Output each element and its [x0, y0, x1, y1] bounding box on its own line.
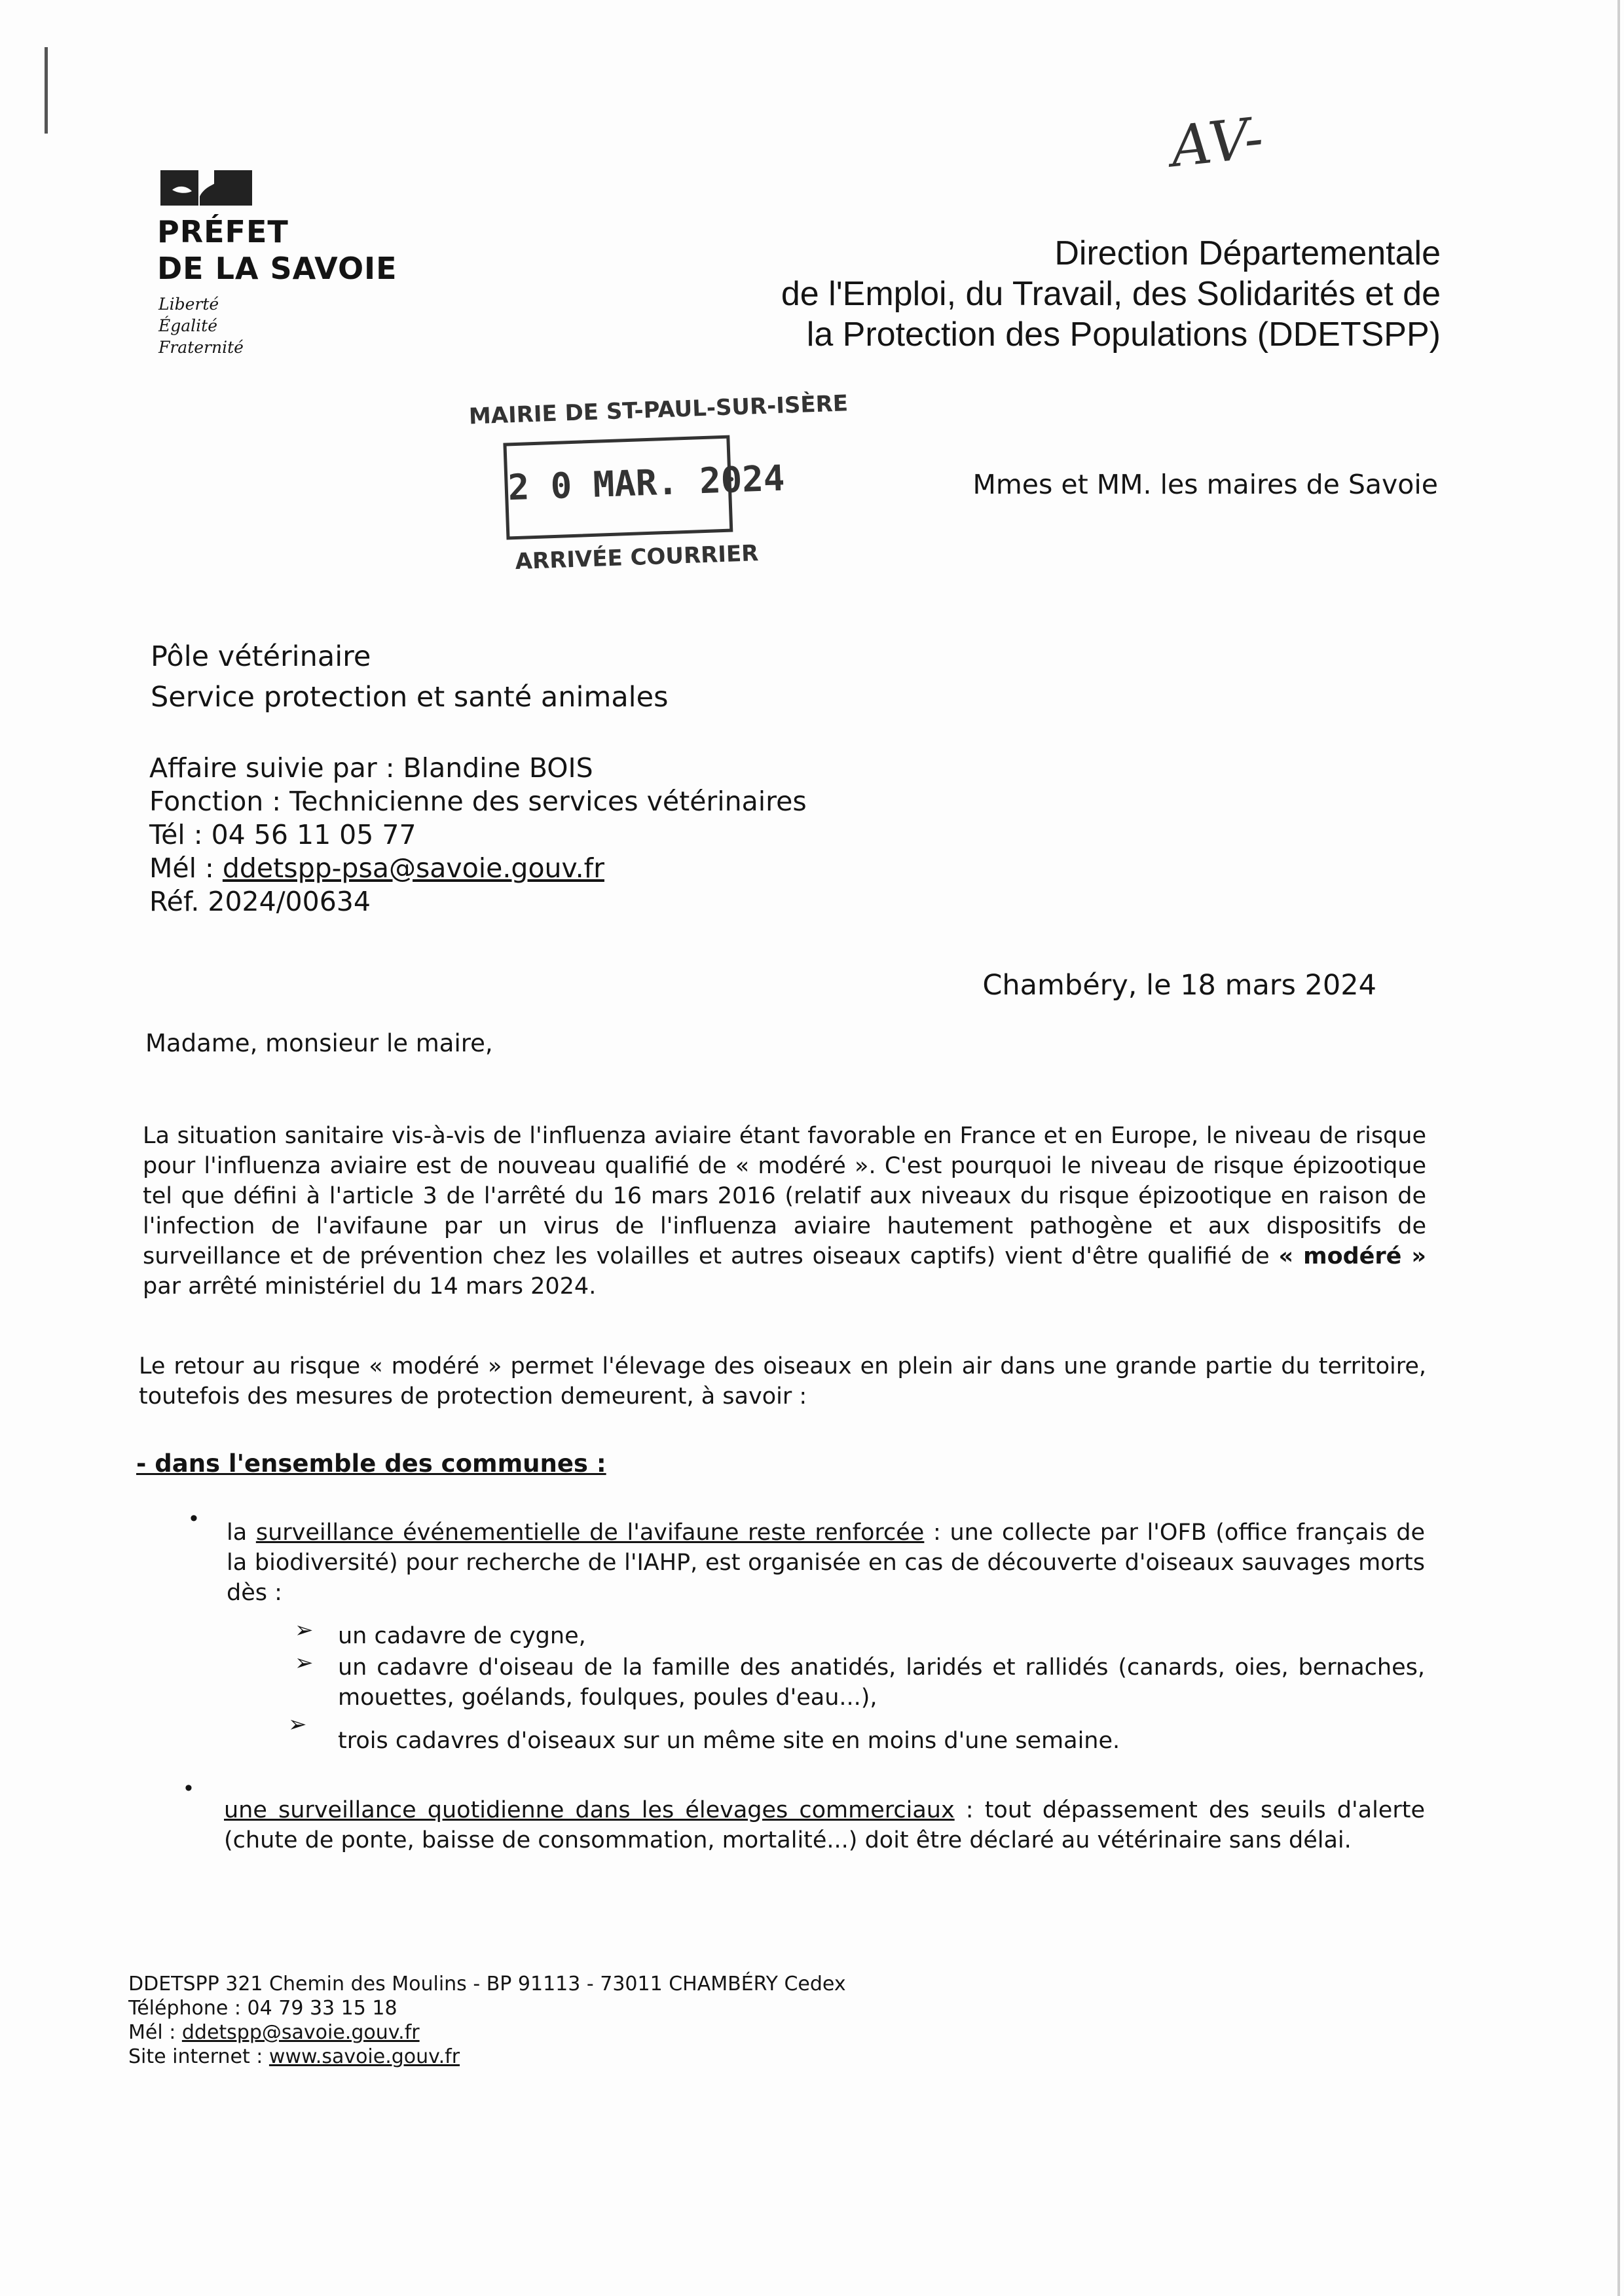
bullet1-underlined: surveillance événementielle de l'avifaune reste renforcée [255, 1520, 925, 1546]
bullet2-rest: : tout dépassement des seuils d'alerte (chute de ponte, baisse de consommation, mortalité...) doit être déclaré au vétérinaire sans délai. [224, 1797, 1425, 1853]
paragraph-situation-bold: « modéré » [1278, 1243, 1426, 1269]
prefet-title [157, 213, 397, 287]
contact-fonction: Fonction : Technicienne des services vétérinaires [149, 786, 807, 817]
sub-item-trois-cadavres: trois cadavres d'oiseaux sur un même site en moins d'une semaine. [338, 1728, 1120, 1754]
contact-tel: Tél : 04 56 11 05 77 [149, 819, 416, 850]
footer-email-link[interactable]: ddetspp@savoie.gouv.fr [181, 2021, 420, 2044]
footer-site-label: Site internet : [128, 2045, 269, 2068]
prefet-line-1: PRÉFET [157, 214, 289, 249]
stamp-mairie: MAIRIE DE ST-PAUL-SUR-ISÈRE [468, 390, 849, 430]
direction-line-1: Direction Départementale [1054, 234, 1441, 272]
arrow-bullet-icon: ➢ [295, 1650, 314, 1675]
contact-ref: Réf. 2024/00634 [149, 886, 371, 917]
scan-page-edge [1617, 0, 1620, 2296]
paragraph-situation-text: La situation sanitaire vis-à-vis de l'influenza aviaire étant favorable en France et en Europe, le niveau de risque pour l'influenza aviaire est de nouveau qualifié de « modéré ». C'est pourquoi le niveau de risque épizootique tel que défini à l'article 3 de l'arrêté du 16 mars 2016 (relatif aux niveaux du risque épizootique en raison de l'infection de l'avifaune par un virus de l'influenza aviaire hautement pathogène et aux dispositifs de surveillance et de prévention chez les volailles et autres oiseaux captifs) vient d'être qualifié de [143, 1123, 1426, 1269]
salutation: Madame, monsieur le maire, [145, 1029, 493, 1057]
bullet1-pre: la [227, 1520, 256, 1546]
motto-liberte: Liberté [158, 295, 219, 314]
footer-phone: Téléphone : 04 79 33 15 18 [128, 1997, 397, 2020]
marianne-logo-icon [160, 170, 252, 206]
footer-website-link[interactable]: www.savoie.gouv.fr [268, 2045, 460, 2068]
paragraph-situation-end: par arrêté ministériel du 14 mars 2024. [143, 1273, 597, 1300]
bullet1-rest: : une collecte par l'OFB (office français de la biodiversité) pour recherche de l'IAHP, est organisée en cas de découverte d'oiseaux sauvages morts dès : [227, 1520, 1425, 1606]
motto-egalite: Égalité [158, 316, 217, 335]
stamp-arrivee: ARRIVÉE COURRIER [515, 540, 760, 575]
issuing-direction [781, 233, 1441, 355]
contact-email-link[interactable]: ddetspp-psa@savoie.gouv.fr [222, 852, 604, 884]
footer-mel [128, 2020, 846, 2045]
service-block [151, 636, 668, 718]
bullet-surveillance-elevages [224, 1795, 1425, 1855]
bullet2-underlined: une surveillance quotidienne dans les élevages commerciaux [224, 1797, 955, 1823]
contact-block [149, 752, 807, 919]
arrow-bullet-icon: ➢ [288, 1712, 307, 1737]
bullet-dot-icon: • [190, 1506, 198, 1531]
service-unit: Service protection et santé animales [151, 681, 669, 714]
letter-date: Chambéry, le 18 mars 2024 [982, 969, 1376, 1002]
prefet-line-2: DE LA SAVOIE [157, 251, 397, 286]
direction-line-3: la Protection des Populations (DDETSPP) [806, 316, 1441, 354]
sub-item-anatides: un cadavre d'oiseau de la famille des anatidés, laridés et rallidés (canards, oies, bernaches, mouettes, goélands, foulques, poules d'eau...), [338, 1654, 1425, 1711]
direction-line-2: de l'Emploi, du Travail, des Solidarités et de [781, 275, 1441, 313]
footer [128, 1972, 846, 2069]
motto-fraternite: Fraternité [158, 338, 244, 357]
stamp-date-box [503, 435, 786, 540]
handwritten-annotation: AV- [1168, 105, 1266, 181]
paragraph-retour: Le retour au risque « modéré » permet l'élevage des oiseaux en plein air dans une grande partie du territoire, toutefois des mesures de protection demeurent, à savoir : [139, 1353, 1426, 1410]
section-heading: - dans l'ensemble des communes : [136, 1449, 606, 1478]
republic-motto [158, 293, 244, 358]
contact-affaire: Affaire suivie par : Blandine BOIS [149, 752, 593, 784]
footer-site [128, 2045, 846, 2069]
scan-margin-mark [45, 47, 48, 134]
contact-mel [149, 852, 807, 885]
stamp-date: 2 0 MAR. 2024 [507, 457, 786, 509]
reception-stamp [465, 390, 849, 587]
paragraph-situation [143, 1121, 1426, 1302]
footer-address: DDETSPP 321 Chemin des Moulins - BP 91113 - 73011 CHAMBÉRY Cedex [128, 1973, 846, 1995]
arrow-bullet-icon: ➢ [295, 1618, 314, 1643]
footer-mel-label: Mél : [128, 2021, 182, 2044]
service-pole: Pôle vétérinaire [151, 640, 371, 673]
bullet-dot-icon: • [185, 1776, 193, 1800]
contact-mel-label: Mél : [149, 852, 223, 884]
bullet-surveillance-avifaune [227, 1518, 1425, 1608]
sub-item-cygne: un cadavre de cygne, [338, 1623, 586, 1649]
recipient: Mmes et MM. les maires de Savoie [972, 469, 1438, 500]
